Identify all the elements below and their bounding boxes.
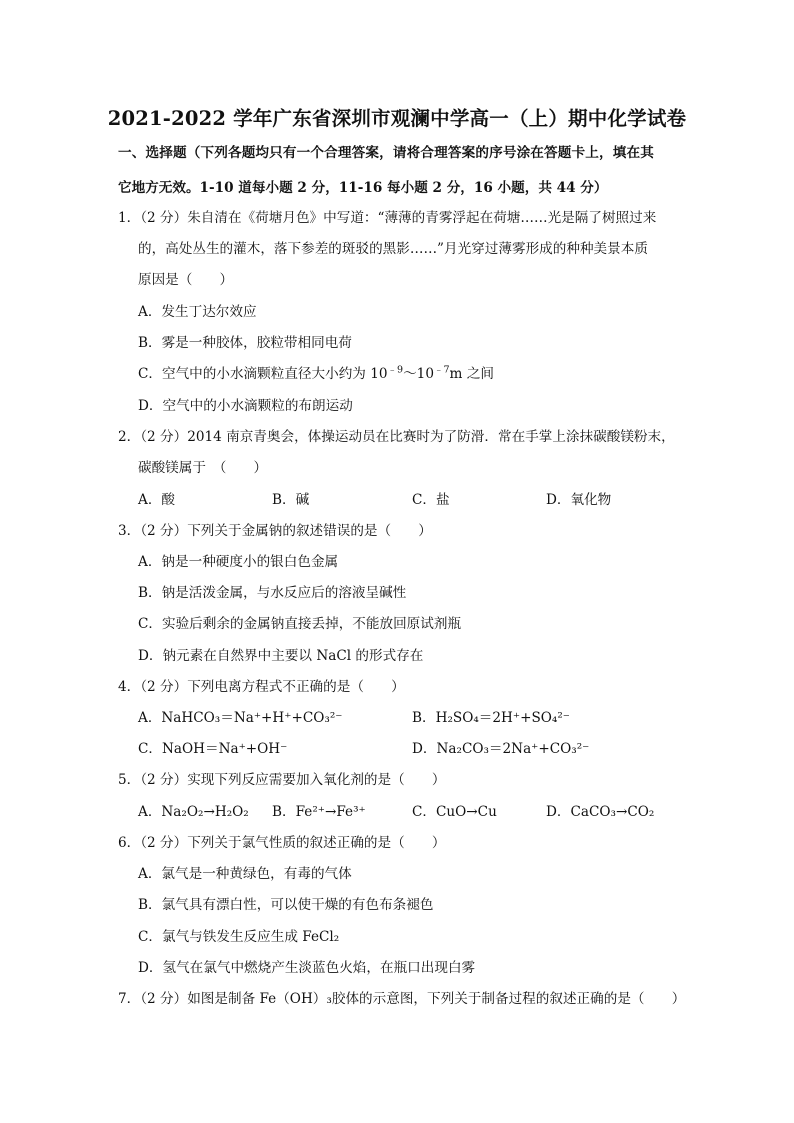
q3-option-a: A．钠是一种硬度小的银白色金属 [138, 554, 339, 570]
section-instructions-line2: 它地方无效。1-10 道每小题 2 分，11-16 每小题 2 分，16 小题，共 44 分） [118, 180, 608, 196]
q1-option-a: A．发生丁达尔效应 [138, 304, 257, 320]
q1-option-c-exp2: ﹣7 [433, 364, 450, 376]
q1-option-c-pre: C．空气中的小水滴颗粒直径大小约为 10 [138, 366, 388, 382]
q2-stem-line2: 碳酸镁属于 （ ） [138, 460, 268, 476]
q5-stem: 5．（2 分）实现下列反应需要加入氧化剂的是（ ） [118, 772, 446, 788]
q3-stem: 3．（2 分）下列关于金属钠的叙述错误的是（ ） [118, 523, 432, 539]
q6-option-a: A．氯气是一种黄绿色，有毒的气体 [138, 866, 352, 882]
q2-option-a: A．酸 [138, 492, 176, 508]
q1-stem-line2: 的，高处丛生的灌木，落下参差的斑驳的黑影……”月光穿过薄雾形成的种种美景本质 [138, 241, 648, 257]
q2-stem-line1: 2．（2 分）2014 南京青奥会，体操运动员在比赛时为了防滑．常在手掌上涂抹碳酸镁粉末， [118, 429, 675, 445]
q7-stem: 7．（2 分）如图是制备 Fe（OH）₃胶体的示意图，下列关于制备过程的叙述正确的是（ ） [118, 991, 686, 1007]
q3-option-d: D．钠元素在自然界中主要以 NaCl 的形式存在 [138, 648, 424, 664]
q1-stem-line1: 1．（2 分）朱自清在《荷塘月色》中写道：“薄薄的青雾浮起在荷塘……光是隔了树照过来 [118, 210, 657, 226]
q2-option-c: C．盐 [412, 492, 450, 508]
q1-option-c [138, 362, 494, 382]
exam-title: 2021-2022 学年广东省深圳市观澜中学高一（上）期中化学试卷 [107, 107, 687, 130]
q4-option-c: C．NaOH＝Na⁺+OH⁻ [138, 741, 288, 757]
q5-option-d: D．CaCO₃→CO₂ [546, 804, 655, 820]
q6-option-d: D．氢气在氯气中燃烧产生淡蓝色火焰，在瓶口出现白雾 [138, 960, 476, 976]
q1-option-b: B．雾是一种胶体，胶粒带相同电荷 [138, 335, 352, 351]
q1-option-d: D．空气中的小水滴颗粒的布朗运动 [138, 398, 353, 414]
q5-option-b: B．Fe²⁺→Fe³⁺ [272, 804, 366, 820]
q3-option-b: B．钠是活泼金属，与水反应后的溶液呈碱性 [138, 585, 407, 601]
q5-option-a: A．Na₂O₂→H₂O₂ [138, 804, 249, 820]
section-instructions-line1: 一、选择题（下列各题均只有一个合理答案，请将合理答案的序号涂在答题卡上，填在其 [118, 145, 655, 161]
q5-option-c: C．CuO→Cu [412, 804, 497, 820]
q6-stem: 6．（2 分）下列关于氯气性质的叙述正确的是（ ） [118, 835, 446, 851]
q1-option-c-post: m 之间 [449, 366, 494, 382]
q1-stem-line3: 原因是（ ） [138, 272, 234, 288]
q1-option-c-exp1: ﹣9 [387, 364, 404, 376]
q4-option-d: D．Na₂CO₃＝2Na⁺+CO₃²⁻ [412, 741, 590, 757]
q4-stem: 4．（2 分）下列电离方程式不正确的是（ ） [118, 679, 405, 695]
q3-option-c: C．实验后剩余的金属钠直接丢掉，不能放回原试剂瓶 [138, 616, 462, 632]
q6-option-b: B．氯气具有漂白性，可以使干燥的有色布条褪色 [138, 897, 434, 913]
q6-option-c: C．氯气与铁发生反应生成 FeCl₂ [138, 929, 340, 945]
q2-option-d: D．氧化物 [546, 492, 612, 508]
q4-option-a: A．NaHCO₃＝Na⁺+H⁺+CO₃²⁻ [138, 710, 343, 726]
q1-option-c-mid: ～10 [403, 366, 434, 382]
q2-option-b: B．碱 [272, 492, 310, 508]
q4-option-b: B．H₂SO₄＝2H⁺+SO₄²⁻ [412, 710, 570, 726]
